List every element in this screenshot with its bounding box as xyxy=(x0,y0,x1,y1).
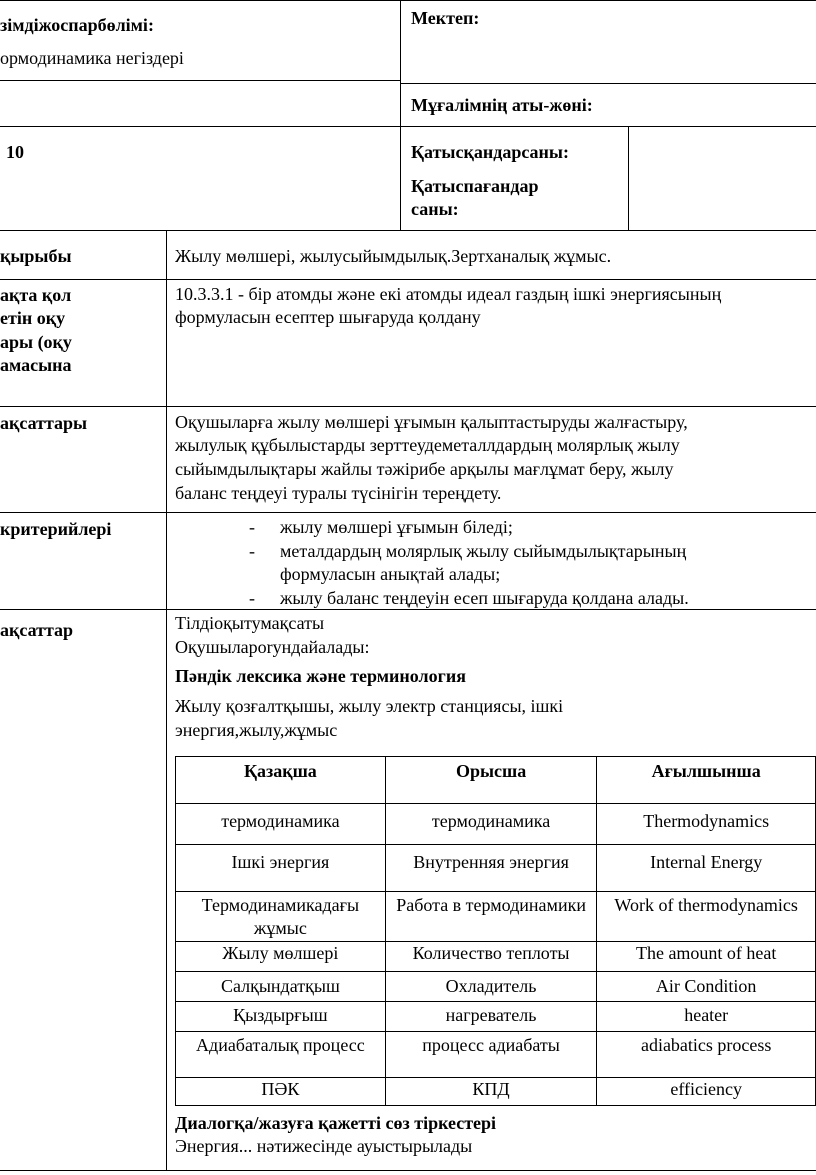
table-cell: Термодинамикадағы жұмыс xyxy=(176,892,386,942)
table-row xyxy=(176,1078,816,1106)
table-cell: heater xyxy=(597,1002,816,1032)
table-cell: Internal Energy xyxy=(597,845,816,892)
vocab-text-2: энергия,жылу,жұмыс xyxy=(175,720,338,740)
table-cell: ПӘК xyxy=(176,1078,386,1106)
topic-value: Жылу мөлшері, жылусыйымдылық.Зертханалық жұмыс. xyxy=(175,246,612,266)
table-cell: Внутренняя энергия xyxy=(385,845,597,892)
language-intro-2: Оқушылароryндайалады: xyxy=(175,637,370,657)
table-cell: Количество теплоты xyxy=(385,942,597,972)
teacher-label: Мұғалімнің аты-жөні: xyxy=(411,95,593,115)
criteria-item-3: жылу баланс теңдеуін есеп шығаруда қолдана алады. xyxy=(280,588,689,608)
criteria-dash-1: - xyxy=(249,517,255,537)
criteria-dash-2: - xyxy=(249,541,255,561)
objectives-label-2: етін оқу xyxy=(0,308,66,328)
table-cell: Air Condition xyxy=(597,972,816,1002)
header-kazakh: Қазақша xyxy=(176,757,386,804)
criteria-item-2b: формуласын анықтай алады; xyxy=(280,564,501,584)
vocab-text-1: Жылу қозғалтқышы, жылу электр станциясы, ішкі xyxy=(175,696,564,716)
language-label: ақсаттар xyxy=(0,620,74,640)
present-label: Қатысқандарсаны: xyxy=(411,142,569,162)
table-cell: КПД xyxy=(385,1078,597,1106)
table-cell: Охладитель xyxy=(385,972,597,1002)
goals-line-2: жылулық құбылыстарды зерттеудеметаллдардың молярлық жылу xyxy=(175,435,680,455)
table-cell: термодинамика xyxy=(385,804,597,845)
goals-label: ақсаттары xyxy=(0,413,88,433)
table-row xyxy=(176,1002,816,1032)
table-row xyxy=(176,892,816,942)
objectives-value-1: 10.3.3.1 - бір атомды және екі атомды идеал газдың ішкі энергиясының xyxy=(175,284,722,304)
table-cell: efficiency xyxy=(597,1078,816,1106)
table-cell: процесс адиабаты xyxy=(385,1032,597,1078)
table-cell: Work of thermodynamics xyxy=(597,892,816,942)
table-cell: термодинамика xyxy=(176,804,386,845)
grade-value: 10 xyxy=(6,142,24,162)
objectives-label-1: ақта қол xyxy=(0,285,72,305)
header-russian: Орысша xyxy=(385,757,597,804)
goals-line-4: баланс теңдеуі туралы түсінігін тереңдету. xyxy=(175,483,502,503)
criteria-dash-3: - xyxy=(249,588,255,608)
section-value: ормодинамика негіздері xyxy=(0,48,184,68)
header-english: Ағылшынша xyxy=(597,757,816,804)
objectives-value-2: формуласын есептер шығаруда қолдану xyxy=(175,307,481,327)
table-header-row xyxy=(176,757,816,804)
topic-label: қырыбы xyxy=(0,246,72,266)
table-row xyxy=(176,1032,816,1078)
objectives-label-4: амасына xyxy=(0,355,72,375)
table-cell: Работа в термодинамики xyxy=(385,892,597,942)
section-label: зімдіжоспарбөлімі: xyxy=(0,15,154,35)
table-cell: Ішкі энергия xyxy=(176,845,386,892)
goals-line-1: Оқушыларға жылу мөлшері ұғымын қалыптастыруды жалғастыру, xyxy=(175,412,688,432)
objectives-label-3: ары (оқу xyxy=(0,332,72,352)
table-cell: Салқындатқыш xyxy=(176,972,386,1002)
vocab-heading: Пәндік лексика және терминология xyxy=(175,666,466,686)
table-row xyxy=(176,804,816,845)
dialog-heading: Диалогқа/жазуға қажетті сөз тіркестері xyxy=(175,1113,497,1133)
criteria-item-2a: металдардың молярлық жылу сыйымдылықтарының xyxy=(280,541,687,561)
table-row xyxy=(176,942,816,972)
vocabulary-table xyxy=(175,756,816,1106)
table-cell: Адиабаталық процесс xyxy=(176,1032,386,1078)
goals-line-3: сыйымдылықтары жайлы тәжірибе арқылы мағлұмат беру, жылу xyxy=(175,459,674,479)
school-label: Мектеп: xyxy=(411,8,480,28)
table-row xyxy=(176,972,816,1002)
table-cell: adiabatics process xyxy=(597,1032,816,1078)
absent-label-line2: саны: xyxy=(411,199,459,219)
language-intro-1: Тілдіоқытумақсаты xyxy=(175,613,325,633)
table-cell: Жылу мөлшері xyxy=(176,942,386,972)
table-row xyxy=(176,845,816,892)
table-cell: Қыздырғыш xyxy=(176,1002,386,1032)
table-cell: Thermodynamics xyxy=(597,804,816,845)
criteria-item-1: жылу мөлшері ұғымын біледі; xyxy=(280,517,513,537)
criteria-label: критерийлері xyxy=(0,519,112,539)
table-cell: The amount of heat xyxy=(597,942,816,972)
absent-label-line1: Қатыспағандар xyxy=(411,176,539,196)
table-cell: нагреватель xyxy=(385,1002,597,1032)
dialog-text: Энергия... нәтижесінде ауыстырылады xyxy=(175,1136,473,1156)
